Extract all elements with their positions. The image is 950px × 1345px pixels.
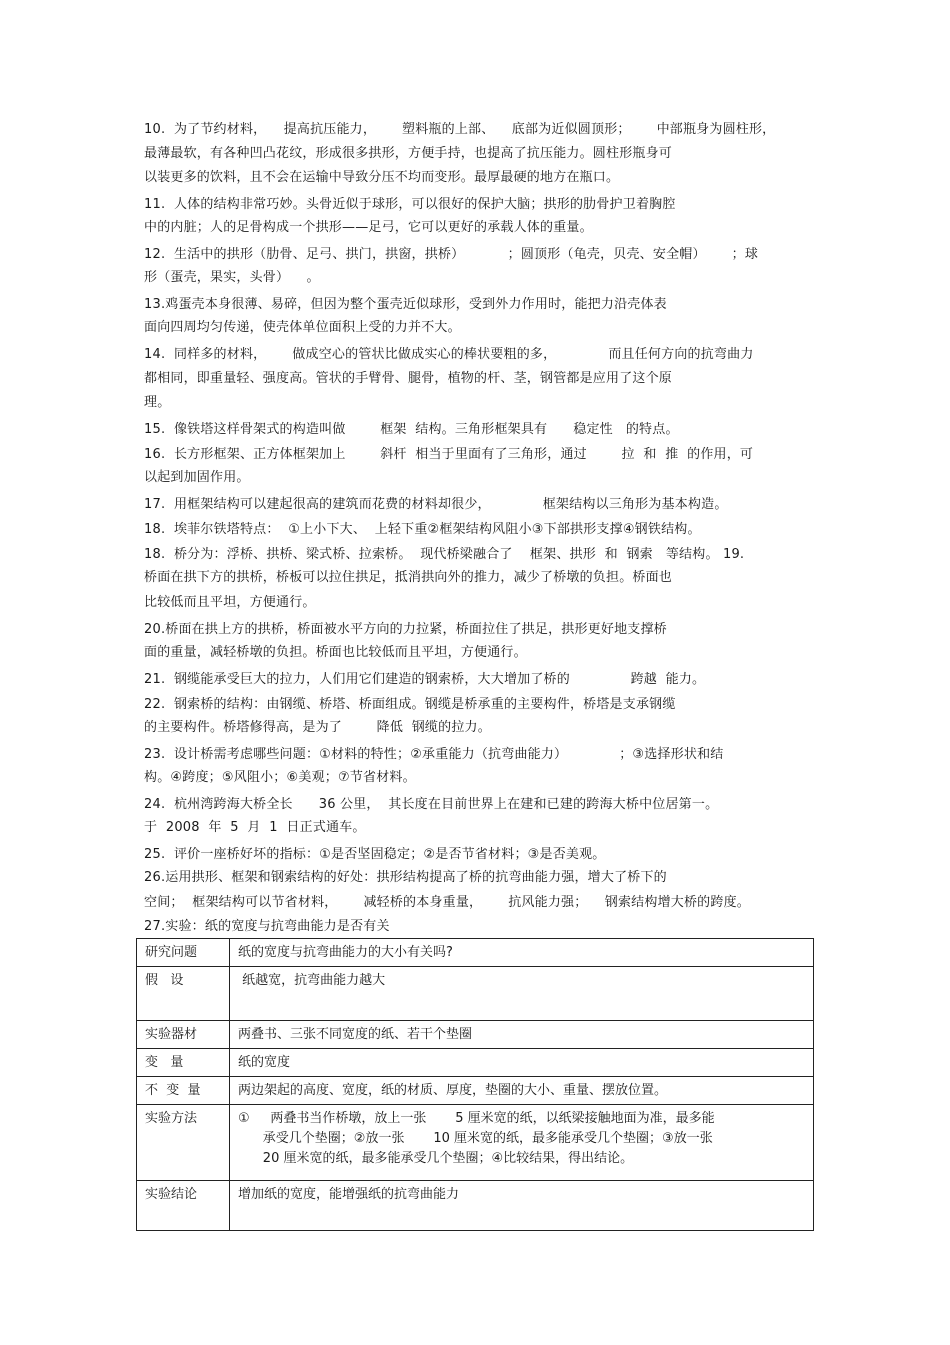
row-value: 纸的宽度与抗弯曲能力的大小有关吗? <box>230 939 814 967</box>
text-line: 21. 钢缆能承受巨大的拉力，人们用它们建造的钢索桥，大大增加了桥的 跨越 能力。 <box>144 672 706 687</box>
text-line: 18. 埃菲尔铁塔特点： ①上小下大、 上轻下重②框架结构风阻小③下部拱形支撑④钢铁结构。 <box>144 522 701 537</box>
row-label: 变 量 <box>137 1049 230 1077</box>
row-value: 增加纸的宽度，能增强纸的抗弯曲能力 <box>230 1181 814 1231</box>
text-line: 24. 杭州湾跨海大桥全长 36 公里， 其长度在目前世界上在建和已建的跨海大桥中位居第一。 <box>144 797 719 812</box>
text-line: 理。 <box>144 395 171 410</box>
text-line: 11. 人体的结构非常巧妙。头骨近似于球形，可以很好的保护大脑；拱形的肋骨护卫着胸腔 <box>144 197 676 212</box>
row-label: 实验结论 <box>137 1181 230 1231</box>
text-line: 的主要构件。桥塔修得高，是为了 降低 钢缆的拉力。 <box>144 720 491 735</box>
text-line: 12. 生活中的拱形（肋骨、足弓、拱门，拱窗，拱桥） ；圆顶形（龟壳，贝壳、安全帽） ；球 <box>144 247 759 262</box>
table-row <box>137 1049 814 1077</box>
row-label: 不 变 量 <box>137 1077 230 1105</box>
text-line: 16. 长方形框架、正方体框架加上 斜杆 相当于里面有了三角形，通过 拉 和 推 的作用，可 <box>144 447 754 462</box>
text-line: 桥面在拱下方的拱桥，桥板可以拉住拱足，抵消拱向外的推力，减少了桥墩的负担。桥面也 <box>144 570 673 585</box>
text-line: 面向四周均匀传递，使壳体单位面积上受的力并不大。 <box>144 320 461 335</box>
row-label: 实验方法 <box>137 1105 230 1181</box>
text-line: 23. 设计桥需考虑哪些问题：①材料的特性；②承重能力（抗弯曲能力） ；③选择形状和结 <box>144 747 724 762</box>
text-line: 以起到加固作用。 <box>144 470 250 485</box>
text-line: 于 2008 年 5 月 1 日正式通车。 <box>144 820 366 835</box>
row-value: 纸的宽度 <box>230 1049 814 1077</box>
text-line: 18. 桥分为：浮桥、拱桥、梁式桥、拉索桥。 现代桥梁融合了 框架、拱形 和 钢索 等结构。 19. <box>144 547 745 562</box>
row-label: 研究问题 <box>137 939 230 967</box>
text-line: 最薄最软，有各种凹凸花纹，形成很多拱形，方便手持，也提高了抗压能力。圆柱形瓶身可 <box>144 146 673 161</box>
text-line: 20.桥面在拱上方的拱桥，桥面被水平方向的力拉紧，桥面拉住了拱足，拱形更好地支撑桥 <box>144 622 667 637</box>
experiment-table <box>136 938 814 1231</box>
text-line: 22. 钢索桥的结构：由钢缆、桥塔、桥面组成。钢缆是桥承重的主要构件，桥塔是支承钢缆 <box>144 697 676 712</box>
text-line: 比较低而且平坦，方便通行。 <box>144 595 316 610</box>
table-row <box>137 939 814 967</box>
row-label: 假 设 <box>137 967 230 1021</box>
table-row <box>137 1021 814 1049</box>
row-label: 实验器材 <box>137 1021 230 1049</box>
text-line: 以装更多的饮料，且不会在运输中导致分压不均而变形。最厚最硬的地方在瓶口。 <box>144 170 620 185</box>
text-line: 27.实验：纸的宽度与抗弯曲能力是否有关 <box>144 919 390 934</box>
row-value: 纸越宽，抗弯曲能力越大 <box>230 967 814 1021</box>
row-value: 两边架起的高度、宽度，纸的材质、厚度，垫圈的大小、重量、摆放位置。 <box>230 1077 814 1105</box>
text-line: 25. 评价一座桥好坏的指标：①是否坚固稳定；②是否节省材料；③是否美观。 <box>144 847 606 862</box>
text-line: 构。④跨度；⑤风阻小；⑥美观；⑦节省材料。 <box>144 770 416 785</box>
text-line: 中的内脏；人的足骨构成一个拱形——足弓，它可以更好的承载人体的重量。 <box>144 220 593 235</box>
row-value: ① 两叠书当作桥墩，放上一张 5 厘米宽的纸，以纸梁接触地面为准，最多能 承受几个垫圈；②放一张 10 厘米宽的纸，最多能承受几个垫圈；③放一张 20 厘米宽的纸，最多能承受几个垫圈；④比较结果，得出结论。 <box>230 1105 814 1181</box>
text-line: 形（蛋壳，果实，头骨） 。 <box>144 270 320 285</box>
text-line: 面的重量，减轻桥墩的负担。桥面也比较低而且平坦，方便通行。 <box>144 645 527 660</box>
text-line: 空间； 框架结构可以节省材料， 减轻桥的本身重量， 抗风能力强； 钢索结构增大桥的跨度。 <box>144 895 750 910</box>
table-row <box>137 1181 814 1231</box>
table-row <box>137 1077 814 1105</box>
table-row <box>137 1105 814 1181</box>
text-line: 15. 像铁塔这样骨架式的构造叫做 框架 结构。三角形框架具有 稳定性 的特点。 <box>144 422 679 437</box>
text-line: 13.鸡蛋壳本身很薄、易碎，但因为整个蛋壳近似球形，受到外力作用时，能把力沿壳体表 <box>144 297 667 312</box>
table-row <box>137 967 814 1021</box>
row-value: 两叠书、三张不同宽度的纸、若干个垫圈 <box>230 1021 814 1049</box>
text-line: 10. 为了节约材料， 提高抗压能力， 塑料瓶的上部、 底部为近似圆顶形； 中部瓶身为圆柱形， <box>144 122 776 137</box>
text-line: 17. 用框架结构可以建起很高的建筑而花费的材料却很少， 框架结构以三角形为基本构造。 <box>144 497 728 512</box>
text-line: 都相同，即重量轻、强度高。管状的手臂骨、腿骨，植物的杆、茎，钢管都是应用了这个原 <box>144 371 673 386</box>
text-line: 14. 同样多的材料， 做成空心的管状比做成实心的棒状要粗的多， 而且任何方向的抗弯曲力 <box>144 347 754 362</box>
text-line: 26.运用拱形、框架和钢索结构的好处：拱形结构提高了桥的抗弯曲能力强，增大了桥下的 <box>144 870 667 885</box>
